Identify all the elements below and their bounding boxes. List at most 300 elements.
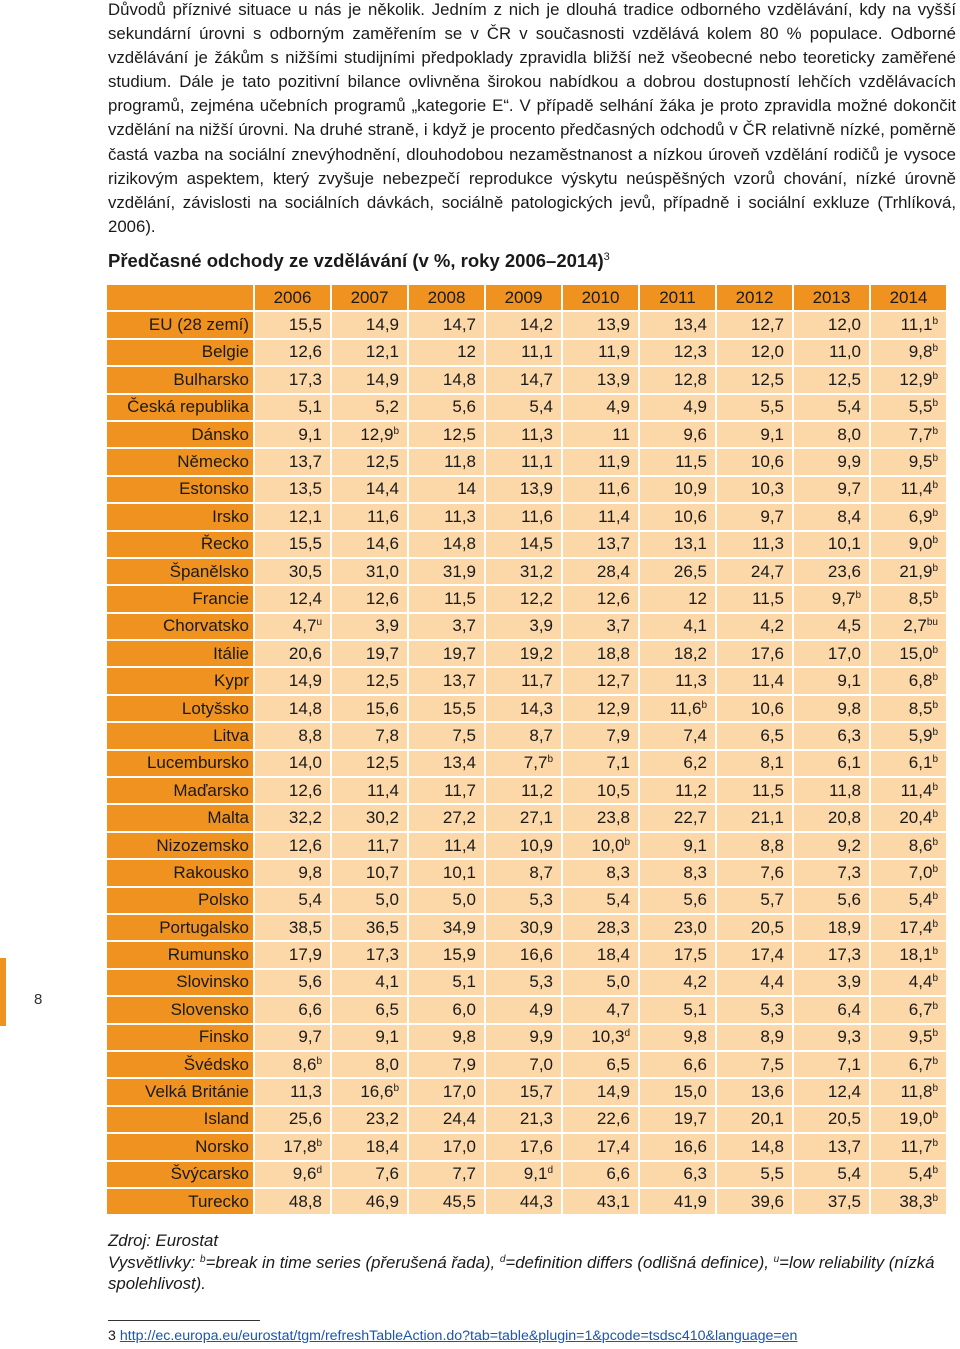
value-cell	[640, 778, 715, 803]
cell-value: 27,2	[442, 808, 476, 828]
value-cell	[409, 532, 484, 557]
legend-prefix: Vysvětlivky:	[108, 1252, 201, 1272]
cell-value: 22,6	[596, 1109, 630, 1129]
cell-value: 12,5	[365, 753, 399, 773]
cell-value: 17,5	[673, 945, 707, 965]
cell-value: 5,4	[837, 1164, 861, 1184]
cell-value: 12,9	[596, 698, 630, 718]
cell-value: 10,3	[750, 479, 784, 499]
cell-flag: b	[932, 836, 938, 848]
value-cell	[871, 1025, 946, 1050]
value-cell	[640, 1025, 715, 1050]
cell-value: 15,9	[442, 945, 476, 965]
cell-value: 12	[688, 588, 707, 608]
cell-value: 13,7	[827, 1136, 861, 1156]
value-cell	[255, 668, 330, 693]
year-header-2008: 2008	[409, 285, 484, 310]
cell-value: 17,0	[442, 1082, 476, 1102]
cell-value: 11,6	[598, 479, 630, 499]
cell-value: 5,4	[908, 1164, 933, 1184]
cell-value: 5,0	[452, 890, 476, 910]
cell-value: 11,4	[752, 671, 784, 691]
country-name: Chorvatsko	[107, 614, 253, 639]
cell-value: 11,7	[521, 671, 553, 691]
cell-value: 9,9	[837, 452, 861, 472]
cell-value: 18,2	[673, 643, 707, 663]
value-cell	[794, 888, 869, 913]
cell-flag: b	[932, 1110, 938, 1122]
value-cell	[486, 1107, 561, 1132]
cell-value: 12,5	[365, 671, 399, 691]
cell-value: 11,9	[598, 452, 630, 472]
value-cell	[794, 751, 869, 776]
value-cell	[486, 915, 561, 940]
cell-value: 5,0	[375, 890, 399, 910]
cell-value: 9,5	[908, 452, 933, 472]
value-cell	[409, 1025, 484, 1050]
value-cell	[486, 778, 561, 803]
cell-value: 5,1	[683, 999, 707, 1019]
cell-value: 17,3	[365, 945, 399, 965]
value-cell	[255, 312, 330, 337]
cell-flag: b	[932, 480, 938, 492]
cell-value: 5,6	[837, 890, 861, 910]
value-cell	[794, 641, 869, 666]
value-cell	[794, 860, 869, 885]
value-cell	[871, 1189, 946, 1214]
cell-value: 7,7	[452, 1164, 476, 1184]
value-cell	[794, 970, 869, 995]
cell-value: 17,9	[288, 945, 322, 965]
value-cell	[794, 833, 869, 858]
cell-value: 4,1	[375, 972, 399, 992]
value-cell	[563, 805, 638, 830]
value-cell	[486, 942, 561, 967]
value-cell	[871, 805, 946, 830]
value-cell	[717, 641, 792, 666]
cell-value: 4,9	[683, 397, 707, 417]
cell-flag: b	[932, 1083, 938, 1095]
country-name: Kypr	[107, 668, 253, 693]
country-name: Rakousko	[107, 860, 253, 885]
year-header-2006: 2006	[255, 285, 330, 310]
cell-value: 6,1	[837, 753, 861, 773]
value-cell	[717, 997, 792, 1022]
value-cell	[640, 532, 715, 557]
cell-value: 7,5	[760, 1054, 784, 1074]
cell-flag: b	[932, 946, 938, 958]
value-cell	[794, 1025, 869, 1050]
cell-value: 5,5	[760, 1164, 784, 1184]
table-row	[107, 477, 946, 502]
value-cell	[486, 367, 561, 392]
cell-value: 11	[612, 424, 630, 444]
cell-value: 6,9	[908, 506, 933, 526]
source-line: Zdroj: Eurostat	[108, 1231, 219, 1250]
cell-value: 11,3	[675, 671, 707, 691]
cell-value: 37,5	[827, 1191, 861, 1211]
table-row	[107, 449, 946, 474]
cell-value: 17,4	[596, 1136, 630, 1156]
table-row	[107, 395, 946, 420]
cell-value: 20,6	[288, 643, 322, 663]
cell-value: 5,4	[529, 397, 553, 417]
cell-value: 14,6	[365, 534, 399, 554]
cell-value: 20,5	[750, 917, 784, 937]
value-cell	[871, 1134, 946, 1159]
value-cell	[563, 915, 638, 940]
cell-value: 21,3	[519, 1109, 553, 1129]
cell-value: 9,7	[298, 1027, 322, 1047]
cell-value: 8,0	[375, 1054, 399, 1074]
cell-value: 11,3	[521, 424, 553, 444]
value-cell	[640, 1189, 715, 1214]
cell-value: 41,9	[673, 1191, 707, 1211]
country-name: Finsko	[107, 1025, 253, 1050]
cell-value: 9,8	[298, 862, 322, 882]
cell-flag: b	[932, 918, 938, 930]
value-cell	[255, 805, 330, 830]
cell-value: 11,6	[669, 698, 702, 718]
cell-flag: b	[932, 809, 938, 821]
value-cell	[563, 833, 638, 858]
cell-value: 12,5	[442, 424, 476, 444]
cell-value: 14,7	[442, 315, 476, 335]
cell-value: 15,0	[899, 643, 933, 663]
value-cell	[794, 532, 869, 557]
cell-flag: b	[701, 699, 707, 711]
cell-value: 44,3	[519, 1191, 553, 1211]
cell-value: 9,8	[908, 342, 933, 362]
cell-value: 43,1	[596, 1191, 630, 1211]
cell-value: 20,1	[750, 1109, 784, 1129]
value-cell	[717, 833, 792, 858]
cell-value: 8,9	[760, 1027, 784, 1047]
cell-value: 11,3	[290, 1082, 322, 1102]
cell-value: 19,7	[365, 643, 399, 663]
table-body	[107, 312, 946, 1214]
cell-value: 31,0	[365, 561, 399, 581]
value-cell	[640, 449, 715, 474]
cell-value: 7,6	[760, 862, 784, 882]
value-cell	[409, 970, 484, 995]
value-cell	[563, 942, 638, 967]
value-cell	[871, 1052, 946, 1077]
value-cell	[409, 1189, 484, 1214]
value-cell	[717, 751, 792, 776]
cell-value: 13,9	[596, 369, 630, 389]
country-name: Rumunsko	[107, 942, 253, 967]
value-cell	[486, 805, 561, 830]
value-cell	[409, 1079, 484, 1104]
value-cell	[717, 422, 792, 447]
value-cell	[717, 559, 792, 584]
cell-value: 8,8	[760, 835, 784, 855]
cell-value: 11,3	[752, 534, 784, 554]
cell-value: 6,3	[683, 1164, 707, 1184]
footnote-link[interactable]: http://ec.europa.eu/eurostat/tgm/refreshTableAction.do?tab=table&plugin=1&pcode=tsdsc410&language=en	[119, 1328, 798, 1344]
value-cell	[332, 340, 407, 365]
value-cell	[255, 751, 330, 776]
cell-value: 10,6	[750, 698, 784, 718]
value-cell	[871, 942, 946, 967]
cell-value: 2,7	[903, 616, 927, 636]
cell-flag: b	[932, 453, 938, 465]
cell-value: 9,7	[760, 506, 784, 526]
table-row	[107, 367, 946, 392]
cell-value: 5,9	[908, 725, 933, 745]
year-header-2007: 2007	[332, 285, 407, 310]
cell-flag: b	[932, 1000, 938, 1012]
value-cell	[255, 833, 330, 858]
value-cell	[717, 449, 792, 474]
value-cell	[640, 395, 715, 420]
cell-value: 8,1	[760, 753, 784, 773]
value-cell	[640, 970, 715, 995]
value-cell	[794, 1134, 869, 1159]
country-name: Turecko	[107, 1189, 253, 1214]
cell-value: 7,9	[606, 725, 630, 745]
cell-value: 10,1	[442, 862, 476, 882]
value-cell	[717, 586, 792, 611]
value-cell	[563, 970, 638, 995]
value-cell	[717, 477, 792, 502]
value-cell	[332, 668, 407, 693]
cell-flag: b	[932, 781, 938, 793]
cell-value: 17,0	[442, 1136, 476, 1156]
value-cell	[409, 751, 484, 776]
table-row	[107, 805, 946, 830]
value-cell	[563, 559, 638, 584]
cell-value: 4,4	[760, 972, 784, 992]
value-cell	[871, 477, 946, 502]
cell-value: 15,5	[288, 534, 322, 554]
cell-value: 11,5	[675, 452, 707, 472]
value-cell	[563, 586, 638, 611]
legend-b-text: =break in time series (přerušená řada),	[205, 1252, 500, 1272]
cell-value: 13,5	[288, 479, 322, 499]
cell-value: 19,7	[442, 643, 476, 663]
value-cell	[486, 1134, 561, 1159]
value-cell	[794, 614, 869, 639]
cell-flag: b	[393, 1083, 399, 1095]
cell-value: 6,5	[375, 999, 399, 1019]
value-cell	[409, 340, 484, 365]
cell-value: 5,4	[606, 890, 630, 910]
value-cell	[409, 1134, 484, 1159]
cell-flag: b	[932, 425, 938, 437]
cell-flag: b	[932, 1055, 938, 1067]
page-number: 8	[34, 991, 43, 1008]
value-cell	[409, 723, 484, 748]
cell-value: 11,6	[367, 506, 399, 526]
cell-value: 15,6	[365, 698, 399, 718]
value-cell	[794, 1189, 869, 1214]
value-cell	[255, 915, 330, 940]
cell-flag: d	[316, 1165, 322, 1177]
value-cell	[332, 367, 407, 392]
cell-value: 12,6	[365, 588, 399, 608]
cell-value: 12,9	[360, 424, 394, 444]
cell-value: 5,5	[760, 397, 784, 417]
value-cell	[717, 395, 792, 420]
cell-value: 13,6	[750, 1082, 784, 1102]
value-cell	[332, 696, 407, 721]
cell-flag: b	[932, 754, 938, 766]
value-cell	[794, 477, 869, 502]
cell-value: 13,7	[288, 452, 322, 472]
country-name: Bulharsko	[107, 367, 253, 392]
value-cell	[255, 641, 330, 666]
cell-flag: bu	[926, 617, 938, 629]
table-row	[107, 504, 946, 529]
value-cell	[486, 1162, 561, 1187]
table-source	[108, 1230, 956, 1295]
year-header-2011: 2011	[640, 285, 715, 310]
country-name: Portugalsko	[107, 915, 253, 940]
cell-value: 5,5	[908, 397, 933, 417]
intro-paragraph: Důvodů příznivé situace u nás je několik. Jedním z nich je dlouhá tradice odborného vzdělávání, kdy na vyšší sekundární úrovni s odborným zaměřením se v ČR v současnosti vzdělává kolem 80 % populace. Odborné vzdělávání je žákům s nižšími studijními předpoklady zpravidla bližší než všeobecné nebo teoreticky zaměřené studium. Dále je tato pozitivní bilance ovlivněna širokou nabídkou a dobrou dostupností lehčích vzdělávacích programů, zejména učebních programů „kategorie E“. V případě selhání žáka je proto zpravidla možné dokončit vzdělání na nižší úrovni. Na druhé straně, i když je procento předčasných odchodů v ČR relativně nízké, poměrně častá vazba na sociální znevýhodnění, dlouhodobou nezaměstnanost a nízkou úroveň vzdělání rodičů je vysoce rizikovým aspektem, který zvyšuje nebezpečí reprodukce výskytu neúspěšných vzorů chování, nízké úrovně vzdělání, závislosti na sociálních dávkách, sociálně patologických jevů, případně i sociální exkluze (Trhlíková, 2006).	[108, 0, 956, 236]
value-cell	[717, 312, 792, 337]
cell-value: 12,6	[288, 835, 322, 855]
cell-value: 4,7	[606, 999, 630, 1019]
value-cell	[255, 1079, 330, 1104]
value-cell	[255, 1134, 330, 1159]
cell-flag: b	[624, 836, 630, 848]
cell-flag: b	[932, 343, 938, 355]
cell-flag: b	[316, 1137, 322, 1149]
cell-value: 14,2	[519, 315, 553, 335]
cell-value: 20,5	[827, 1109, 861, 1129]
cell-value: 11,0	[829, 342, 861, 362]
value-cell	[794, 559, 869, 584]
country-name: Estonsko	[107, 477, 253, 502]
value-cell	[563, 614, 638, 639]
value-cell	[255, 559, 330, 584]
value-cell	[640, 723, 715, 748]
value-cell	[871, 833, 946, 858]
cell-value: 5,3	[529, 890, 553, 910]
cell-value: 16,6	[673, 1136, 707, 1156]
country-name: Itálie	[107, 641, 253, 666]
cell-flag: b	[932, 507, 938, 519]
cell-value: 5,4	[298, 890, 322, 910]
country-name: Švýcarsko	[107, 1162, 253, 1187]
cell-value: 6,0	[452, 999, 476, 1019]
cell-value: 11,1	[900, 315, 933, 335]
year-header-2010: 2010	[563, 285, 638, 310]
value-cell	[332, 1162, 407, 1187]
cell-value: 6,1	[908, 753, 933, 773]
cell-value: 5,0	[606, 972, 630, 992]
value-cell	[640, 1134, 715, 1159]
value-cell	[640, 805, 715, 830]
cell-value: 21,1	[750, 808, 784, 828]
country-name: Irsko	[107, 504, 253, 529]
cell-value: 14,0	[288, 753, 322, 773]
year-header-2009: 2009	[486, 285, 561, 310]
cell-value: 30,5	[288, 561, 322, 581]
value-cell	[794, 942, 869, 967]
cell-value: 12,2	[519, 588, 553, 608]
country-name: Francie	[107, 586, 253, 611]
value-cell	[640, 1162, 715, 1187]
value-cell	[717, 1079, 792, 1104]
cell-value: 31,2	[519, 561, 553, 581]
value-cell	[640, 942, 715, 967]
value-cell	[871, 586, 946, 611]
value-cell	[717, 340, 792, 365]
value-cell	[563, 504, 638, 529]
value-cell	[871, 395, 946, 420]
value-cell	[486, 449, 561, 474]
cell-value: 13,7	[442, 671, 476, 691]
cell-value: 5,6	[298, 972, 322, 992]
value-cell	[640, 422, 715, 447]
value-cell	[332, 915, 407, 940]
cell-value: 14,5	[519, 534, 553, 554]
value-cell	[563, 395, 638, 420]
value-cell	[486, 395, 561, 420]
cell-value: 10,5	[596, 780, 630, 800]
value-cell	[563, 477, 638, 502]
cell-value: 5,2	[375, 397, 399, 417]
value-cell	[563, 860, 638, 885]
value-cell	[563, 449, 638, 474]
value-cell	[486, 668, 561, 693]
cell-value: 13,4	[442, 753, 476, 773]
cell-value: 8,0	[837, 424, 861, 444]
cell-value: 20,4	[899, 808, 933, 828]
value-cell	[255, 1052, 330, 1077]
value-cell	[332, 751, 407, 776]
value-cell	[640, 997, 715, 1022]
cell-value: 9,2	[837, 835, 861, 855]
value-cell	[332, 805, 407, 830]
table-row	[107, 340, 946, 365]
table-row	[107, 1052, 946, 1077]
cell-value: 12,6	[288, 780, 322, 800]
cell-value: 4,2	[683, 972, 707, 992]
legend-u-text: =low reliability (nízká spolehlivost).	[108, 1252, 935, 1293]
cell-value: 9,1	[523, 1164, 548, 1184]
cell-value: 11,7	[900, 1136, 933, 1156]
value-cell	[409, 1107, 484, 1132]
value-cell	[794, 723, 869, 748]
value-cell	[794, 586, 869, 611]
value-cell	[871, 723, 946, 748]
value-cell	[717, 888, 792, 913]
cell-value: 32,2	[288, 808, 322, 828]
cell-value: 8,3	[683, 862, 707, 882]
cell-flag: b	[932, 891, 938, 903]
cell-value: 7,5	[452, 725, 476, 745]
cell-value: 17,6	[519, 1136, 553, 1156]
cell-value: 14,9	[365, 315, 399, 335]
cell-flag: b	[932, 699, 938, 711]
cell-value: 5,1	[452, 972, 476, 992]
value-cell	[332, 586, 407, 611]
cell-value: 12,1	[288, 506, 322, 526]
value-cell	[640, 641, 715, 666]
table-row	[107, 723, 946, 748]
cell-value: 10,7	[365, 862, 399, 882]
value-cell	[409, 614, 484, 639]
value-cell	[332, 1052, 407, 1077]
cell-value: 10,0	[591, 835, 625, 855]
value-cell	[871, 860, 946, 885]
cell-value: 9,1	[375, 1027, 399, 1047]
